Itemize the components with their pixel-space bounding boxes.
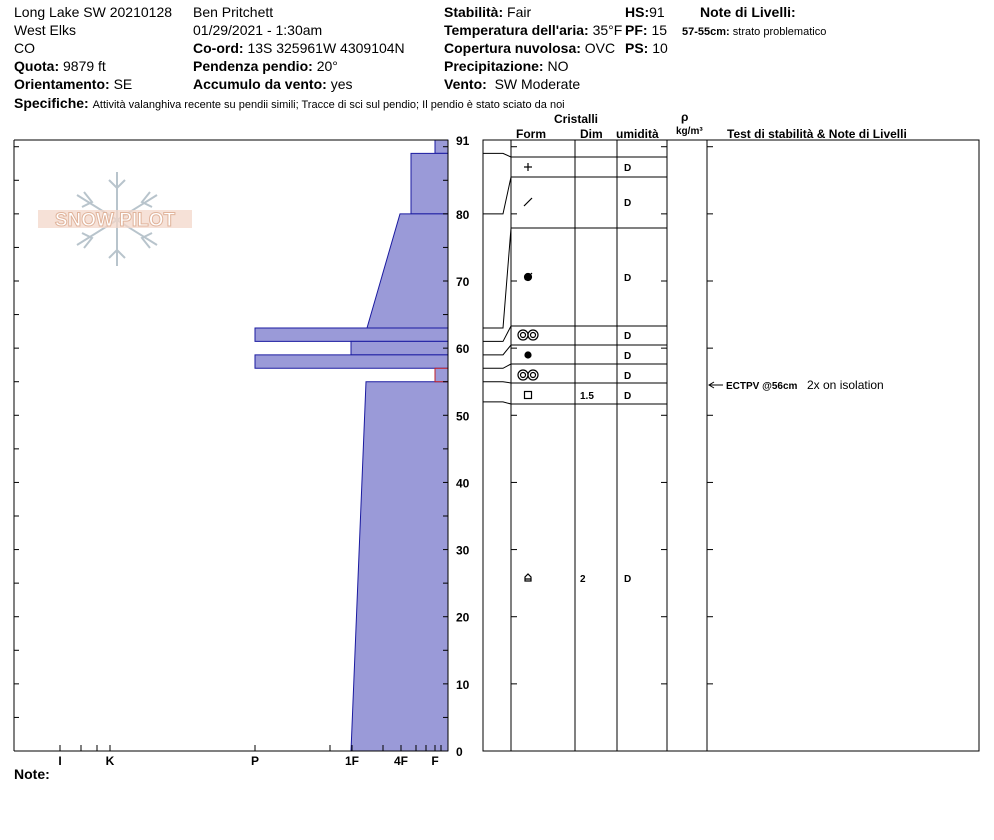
layer-moisture: D bbox=[624, 351, 632, 362]
coord-row bbox=[193, 40, 405, 56]
wind-row bbox=[444, 76, 580, 92]
precip-row bbox=[444, 58, 568, 74]
icon-stroke bbox=[531, 333, 536, 338]
melt-forms-icon bbox=[518, 370, 538, 380]
hardness-tick-label: F bbox=[431, 754, 439, 768]
observation-datetime: 01/29/2021 - 1:30am bbox=[193, 22, 323, 38]
pf-value: 15 bbox=[651, 22, 668, 38]
layer-size: 2 bbox=[580, 574, 586, 585]
hs-value: 91 bbox=[649, 4, 665, 20]
elevation-label: Quota: bbox=[14, 58, 60, 74]
icon-stroke bbox=[525, 574, 531, 581]
precipitation-particles-icon bbox=[524, 163, 532, 171]
depth-tick-label: 80 bbox=[456, 207, 470, 222]
hardness-layer-55-0 bbox=[351, 382, 448, 751]
sky-value: OVC bbox=[584, 40, 616, 56]
hardness-layer-59-57 bbox=[255, 355, 448, 368]
layer-leader-line bbox=[483, 153, 511, 157]
aspect-value: SE bbox=[113, 76, 133, 92]
hardness-layer-57-55 bbox=[435, 368, 448, 381]
wind-load-value: yes bbox=[330, 76, 353, 92]
icon-stroke bbox=[521, 373, 526, 378]
icon-stroke bbox=[525, 392, 532, 399]
layer-note-text: strato problematico bbox=[732, 26, 827, 38]
layer-moisture: D bbox=[624, 331, 632, 342]
sky-row bbox=[444, 40, 615, 56]
form-header: Form bbox=[516, 127, 546, 141]
icon-stroke bbox=[518, 370, 528, 380]
icon-stroke bbox=[524, 198, 532, 206]
depth-tick-label: 60 bbox=[456, 342, 470, 357]
layer-leader-line bbox=[483, 345, 511, 355]
coord-value: 13S 325961W 4309104N bbox=[247, 40, 405, 56]
icon-stroke bbox=[528, 370, 538, 380]
rounded-grains-icon bbox=[525, 273, 533, 281]
wind-label: Vento: bbox=[444, 76, 487, 92]
depth-hoar-icon bbox=[525, 574, 531, 581]
depth-tick-label: 70 bbox=[456, 275, 470, 289]
aspect-row bbox=[14, 76, 132, 92]
faceted-crystals-icon bbox=[525, 392, 532, 399]
air-temp-label: Temperatura dell'aria: bbox=[444, 22, 589, 38]
pf-label: PF: bbox=[625, 22, 648, 38]
coord-label: Co-ord: bbox=[193, 40, 244, 56]
test-note: 2x on isolation bbox=[807, 378, 884, 392]
hardness-layer-80-63 bbox=[367, 214, 448, 328]
hardness-tick-label: 1F bbox=[344, 754, 360, 768]
depth-tick-label: 10 bbox=[456, 677, 470, 692]
layer-leader-line bbox=[483, 177, 511, 214]
rho-header: ρ bbox=[681, 110, 689, 124]
icon-stroke bbox=[518, 330, 528, 340]
specifics-row bbox=[14, 95, 565, 113]
air-temp-value: 35°F bbox=[592, 22, 623, 38]
moisture-header: umidità bbox=[616, 127, 659, 141]
layer-leader-line bbox=[483, 364, 511, 368]
icon-stroke bbox=[531, 373, 536, 378]
ps-row bbox=[625, 40, 668, 56]
layer-note-depth: 57-55cm: bbox=[682, 26, 730, 38]
layer-moisture: D bbox=[624, 391, 632, 402]
mountain-range: West Elks bbox=[14, 22, 76, 38]
hardness-tick-label: K bbox=[105, 754, 115, 768]
hardness-layer-63-61 bbox=[255, 328, 448, 341]
depth-tick-label: 40 bbox=[456, 476, 470, 491]
air-temp-row bbox=[444, 22, 622, 38]
layer-notes-title: Note di Livelli: bbox=[700, 4, 796, 20]
elevation-row bbox=[14, 58, 106, 74]
depth-tick-label: 91 bbox=[456, 134, 470, 148]
test-result: ECTPV @56cm bbox=[726, 381, 798, 392]
depth-tick-label: 50 bbox=[456, 409, 470, 424]
hardness-tick-label: P bbox=[250, 754, 260, 768]
precip-value: NO bbox=[547, 58, 569, 74]
pf-row bbox=[625, 22, 667, 38]
icon-stroke bbox=[521, 333, 526, 338]
graupel-icon bbox=[525, 352, 531, 358]
slope-label: Pendenza pendio: bbox=[193, 58, 313, 74]
icon-stroke bbox=[525, 352, 531, 358]
table-frame bbox=[483, 140, 979, 751]
depth-tick-label: 0 bbox=[456, 745, 463, 759]
layer-moisture: D bbox=[624, 273, 632, 284]
state: CO bbox=[14, 40, 35, 56]
layer-leader-line bbox=[483, 228, 511, 328]
wind-value: SW Moderate bbox=[494, 76, 581, 92]
ps-label: PS: bbox=[625, 40, 649, 56]
layer-leader-line bbox=[483, 382, 511, 383]
hardness-layer-61-59 bbox=[351, 341, 448, 354]
slope-row bbox=[193, 58, 338, 74]
observer-name: Ben Pritchett bbox=[193, 4, 274, 20]
hs-row bbox=[625, 4, 665, 20]
sky-label: Copertura nuvolosa: bbox=[444, 40, 581, 56]
ps-value: 10 bbox=[652, 40, 668, 56]
elevation-value: 9879 ft bbox=[63, 58, 106, 74]
layer-moisture: D bbox=[624, 574, 632, 585]
logo-text: SNOW PILOT bbox=[54, 210, 176, 231]
surface-hoar-icon bbox=[518, 330, 538, 340]
hardness-graph bbox=[0, 130, 470, 770]
layer-moisture: D bbox=[624, 163, 632, 174]
decomposing-fragments-icon bbox=[524, 198, 532, 206]
specifics-text: Attività valanghiva recente su pendii simili; Tracce di sci sul pendio; Il pendio è stato sciato da noi bbox=[92, 99, 565, 111]
specifics-label: Specifiche: bbox=[14, 95, 89, 111]
notes-label: Note: bbox=[14, 766, 50, 782]
layer-note-row bbox=[682, 24, 826, 40]
density-unit-header: kg/m³ bbox=[676, 126, 703, 137]
location-name: Long Lake SW 20210128 bbox=[14, 4, 173, 20]
hardness-tick-label: I bbox=[58, 754, 62, 768]
aspect-label: Orientamento: bbox=[14, 76, 110, 92]
layer-size: 1.5 bbox=[580, 391, 594, 402]
depth-tick-label: 30 bbox=[456, 543, 470, 558]
layer-table bbox=[480, 130, 980, 770]
hardness-layer-89-80 bbox=[411, 153, 448, 213]
layer-leader-line bbox=[483, 402, 511, 404]
stability-label: Stabilità: bbox=[444, 4, 504, 20]
stability-tests-header: Test di stabilità & Note di Livelli bbox=[727, 127, 907, 141]
layer-moisture: D bbox=[624, 198, 632, 209]
wind-load-label: Accumulo da vento: bbox=[193, 76, 327, 92]
stability-row bbox=[444, 4, 531, 20]
size-header: Dim bbox=[580, 127, 603, 141]
precip-label: Precipitazione: bbox=[444, 58, 544, 74]
stability-value: Fair bbox=[507, 4, 532, 20]
hs-label: HS: bbox=[625, 4, 650, 20]
depth-tick-label: 20 bbox=[456, 610, 470, 625]
slope-value: 20° bbox=[316, 58, 338, 74]
layer-moisture: D bbox=[624, 371, 632, 382]
crystals-header: Cristalli bbox=[554, 112, 599, 126]
icon-stroke bbox=[528, 330, 538, 340]
wind-load-row bbox=[193, 76, 352, 92]
hardness-tick-label: 4F bbox=[393, 754, 409, 768]
